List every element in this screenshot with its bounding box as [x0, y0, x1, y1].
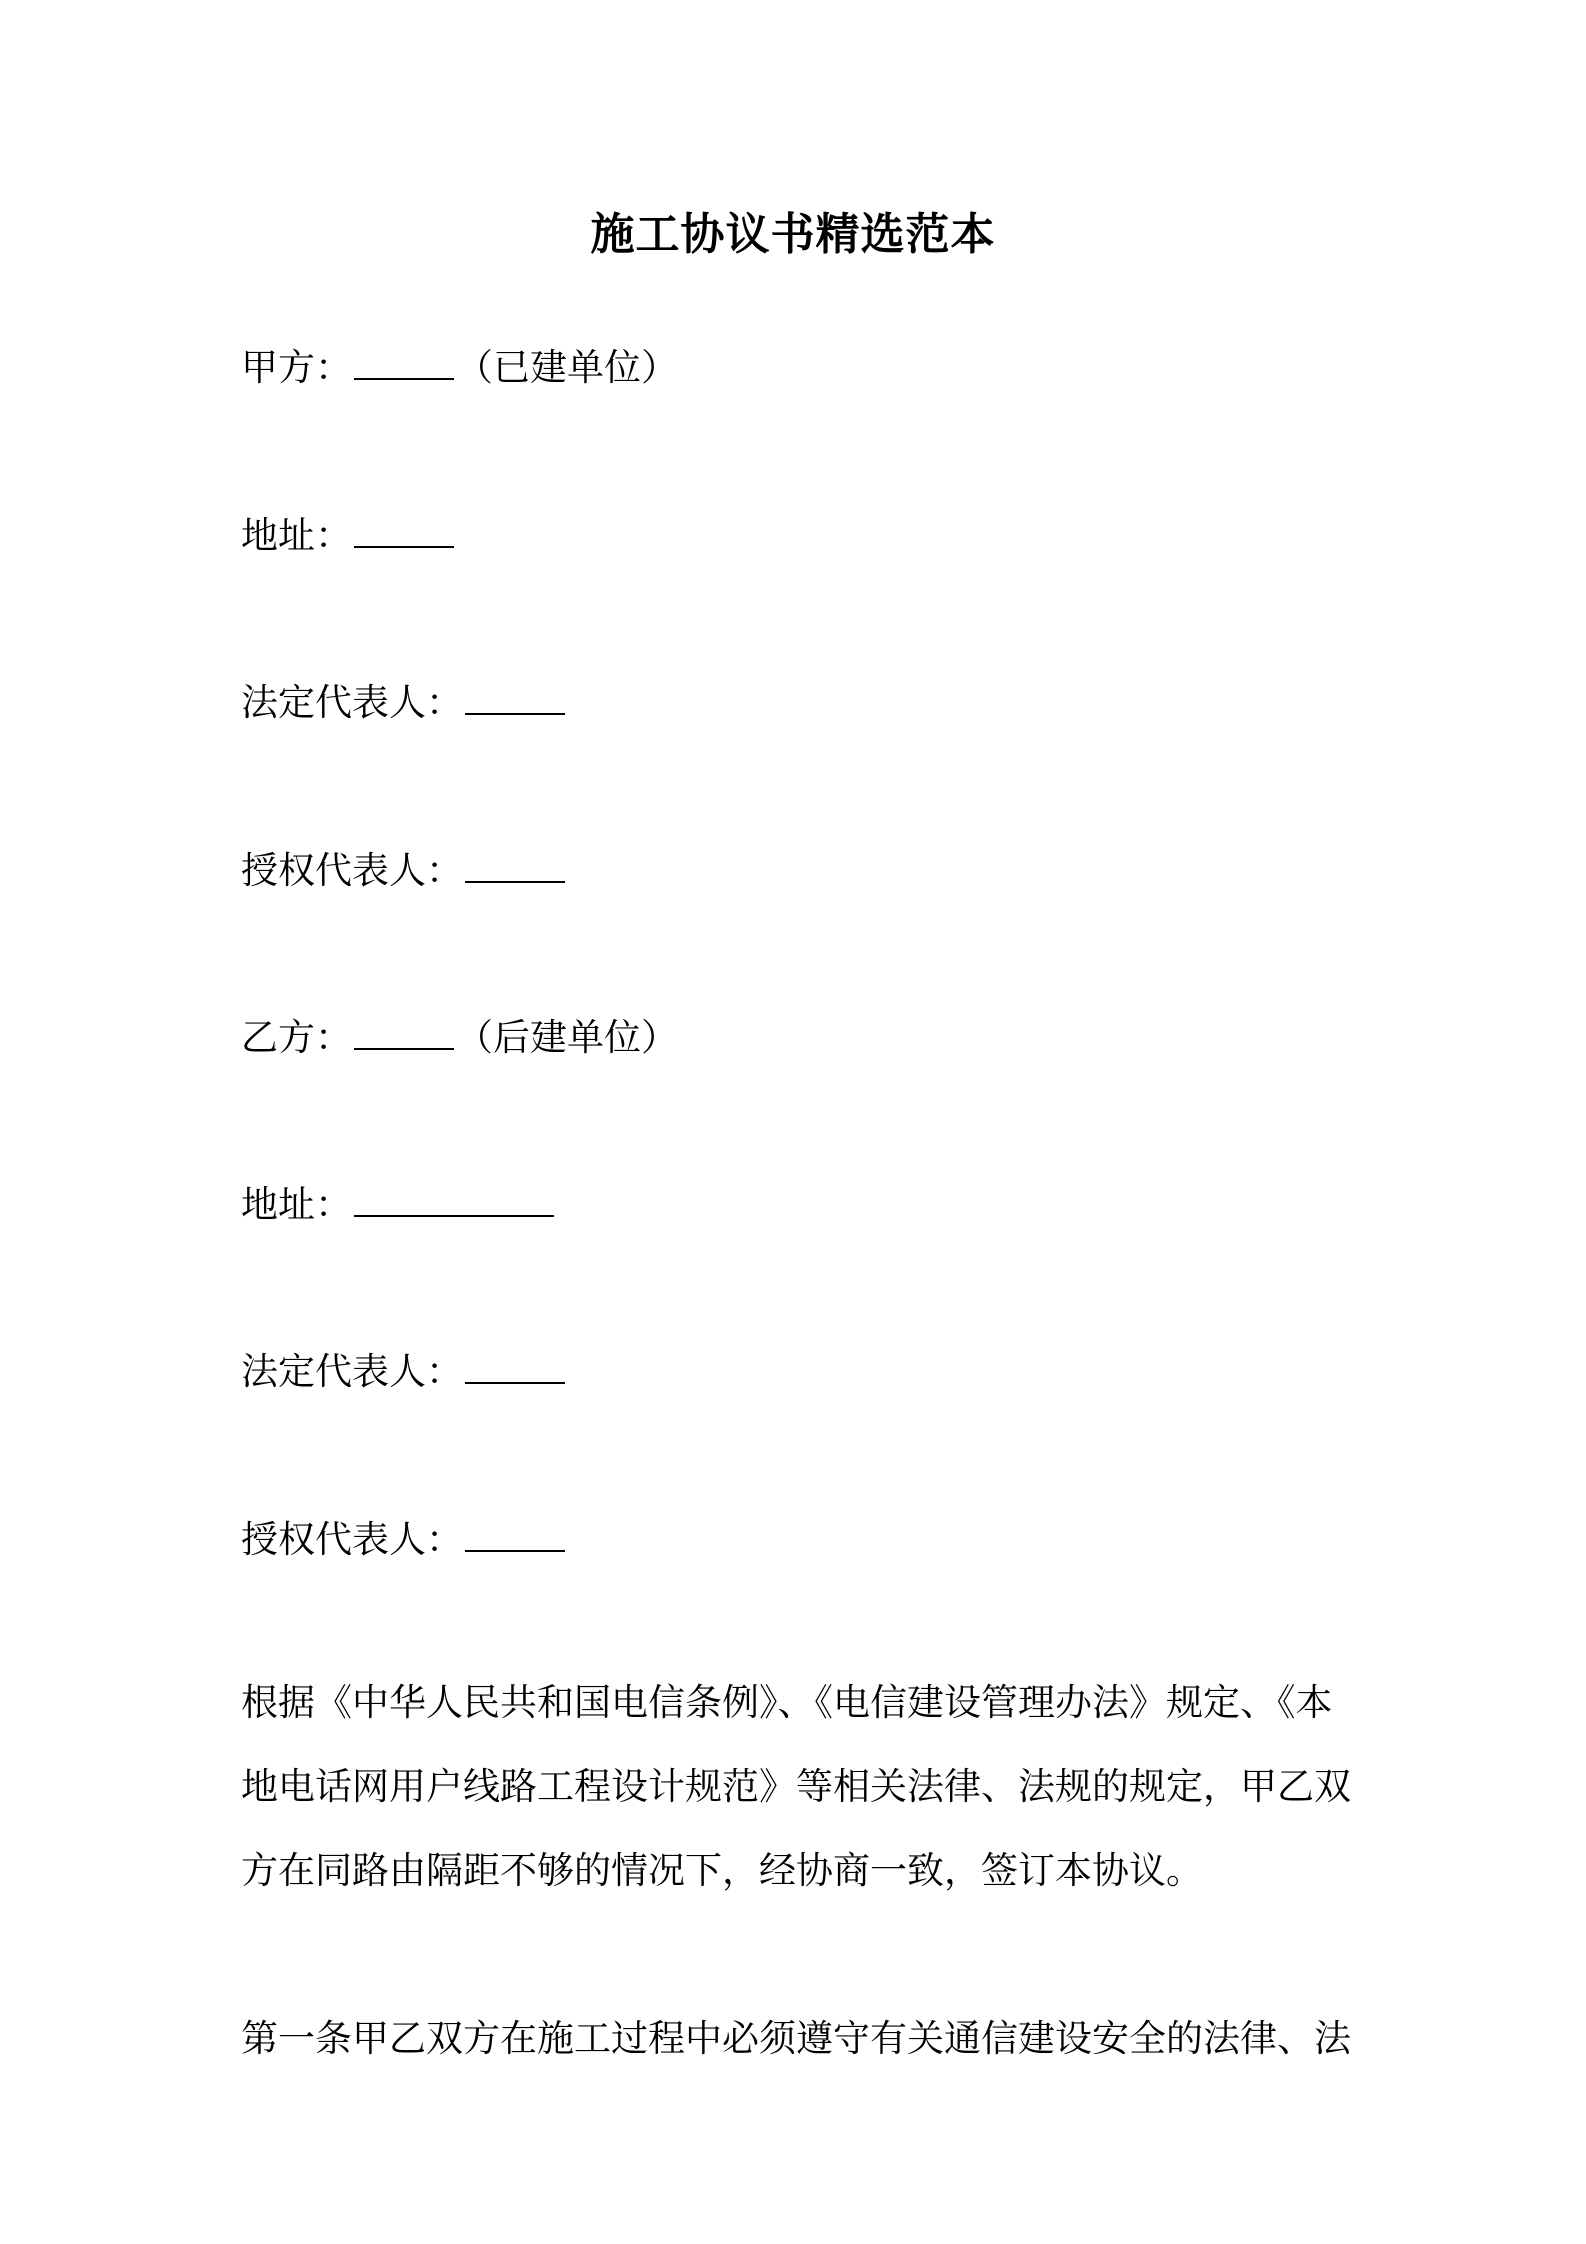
party-a-legal-rep-blank[interactable] — [465, 673, 565, 715]
intro-line: 地电话网用户线路工程设计规范》等相关法律、法规的规定，甲乙双 — [241, 1765, 1351, 1808]
party-b-legal-rep-label: 法定代表人： — [241, 1350, 463, 1393]
party-a-legal-rep-label: 法定代表人： — [241, 681, 463, 724]
document-title: 施工协议书精选范本 — [590, 209, 996, 260]
party-a-note: （已建单位） — [456, 346, 678, 389]
party-b-legal-rep-blank[interactable] — [465, 1342, 565, 1384]
party-b-label: 乙方： — [241, 1016, 352, 1059]
party-b-legal-rep-line — [241, 1342, 567, 1397]
party-b-auth-rep-blank[interactable] — [465, 1510, 565, 1552]
party-a-blank[interactable] — [354, 338, 454, 380]
party-b-auth-rep-line — [241, 1510, 567, 1565]
party-a-auth-rep-label: 授权代表人： — [241, 849, 463, 892]
intro-line: 方在同路由隔距不够的情况下，经协商一致，签订本协议。 — [241, 1849, 1203, 1892]
party-a-auth-rep-blank[interactable] — [465, 841, 565, 883]
party-a-line — [241, 338, 678, 393]
intro-paragraph — [241, 1661, 1356, 1913]
party-b-address-line — [241, 1175, 556, 1230]
party-a-auth-rep-line — [241, 841, 567, 896]
article-1-line: 第一条甲乙双方在施工过程中必须遵守有关通信建设安全的法律、法 — [241, 2017, 1351, 2060]
party-a-address-label: 地址： — [241, 514, 352, 557]
intro-line: 根据《中华人民共和国电信条例》、《电信建设管理办法》规定、《本 — [241, 1681, 1333, 1724]
party-a-legal-rep-line — [241, 673, 567, 728]
party-b-auth-rep-label: 授权代表人： — [241, 1518, 463, 1561]
party-b-blank[interactable] — [354, 1008, 454, 1050]
article-1-paragraph — [241, 1997, 1356, 2081]
party-b-note: （后建单位） — [456, 1016, 678, 1059]
party-b-address-blank[interactable] — [354, 1175, 554, 1217]
party-b-line — [241, 1008, 678, 1063]
party-b-address-label: 地址： — [241, 1183, 352, 1226]
party-a-address-blank[interactable] — [354, 506, 454, 548]
party-a-address-line — [241, 506, 456, 561]
party-a-label: 甲方： — [241, 346, 352, 389]
